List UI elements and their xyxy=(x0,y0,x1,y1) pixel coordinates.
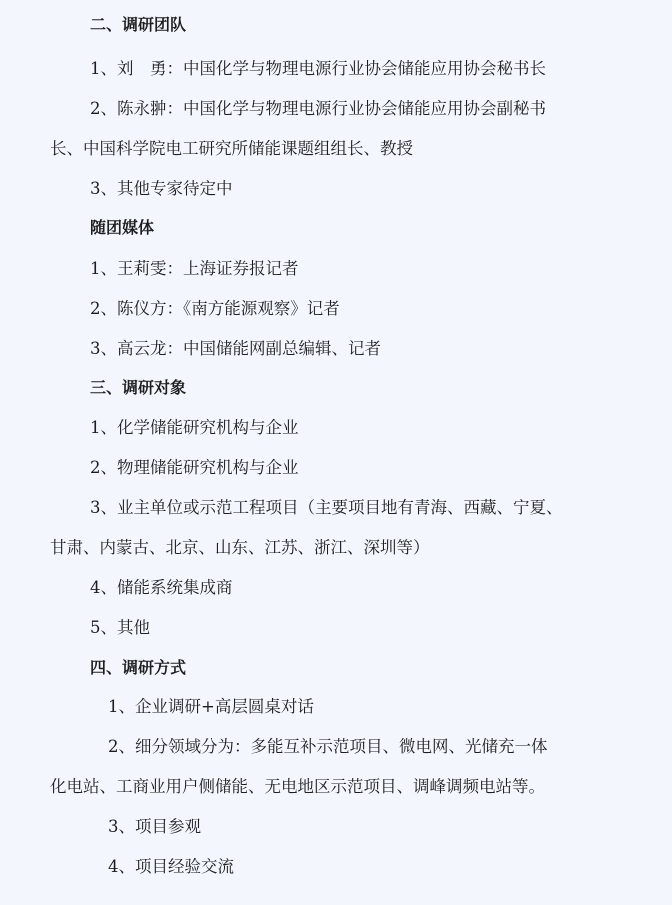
target-4: 4、储能系统集成商 xyxy=(90,578,233,597)
team-member-1: 1、刘 勇：中国化学与物理电源行业协会储能应用协会秘书长 xyxy=(90,59,546,78)
target-3-cont: 甘肃、内蒙古、北京、山东、江苏、浙江、深圳等） xyxy=(50,538,430,557)
team-member-3: 3、其他专家待定中 xyxy=(90,179,233,198)
method-2-cont: 化电站、工商业用户侧储能、无电地区示范项目、调峰调频电站等。 xyxy=(50,777,545,796)
media-member-1: 1、王莉雯：上海证券报记者 xyxy=(90,259,299,278)
target-3: 3、业主单位或示范工程项目（主要项目地有青海、西藏、宁夏、 xyxy=(90,498,563,517)
media-member-2: 2、陈仪方：《南方能源观察》记者 xyxy=(90,299,340,318)
section-heading-team: 二、调研团队 xyxy=(90,15,187,34)
section-heading-methods: 四、调研方式 xyxy=(90,658,187,677)
method-3: 3、项目参观 xyxy=(108,817,201,836)
target-2: 2、物理储能研究机构与企业 xyxy=(90,458,299,477)
section-heading-targets: 三、调研对象 xyxy=(90,378,187,397)
method-1: 1、企业调研+高层圆桌对话 xyxy=(108,697,314,716)
target-1: 1、化学储能研究机构与企业 xyxy=(90,418,299,437)
method-2: 2、细分领域分为：多能互补示范项目、微电网、光储充一体 xyxy=(108,737,548,756)
section-heading-media: 随团媒体 xyxy=(90,218,155,237)
team-member-2-cont: 长、中国科学院电工研究所储能课题组组长、教授 xyxy=(50,139,413,158)
target-5: 5、其他 xyxy=(90,618,150,637)
team-member-2: 2、陈永翀：中国化学与物理电源行业协会储能应用协会副秘书 xyxy=(90,99,546,118)
media-member-3: 3、高云龙：中国储能网副总编辑、记者 xyxy=(90,339,381,358)
method-4: 4、项目经验交流 xyxy=(108,857,234,876)
